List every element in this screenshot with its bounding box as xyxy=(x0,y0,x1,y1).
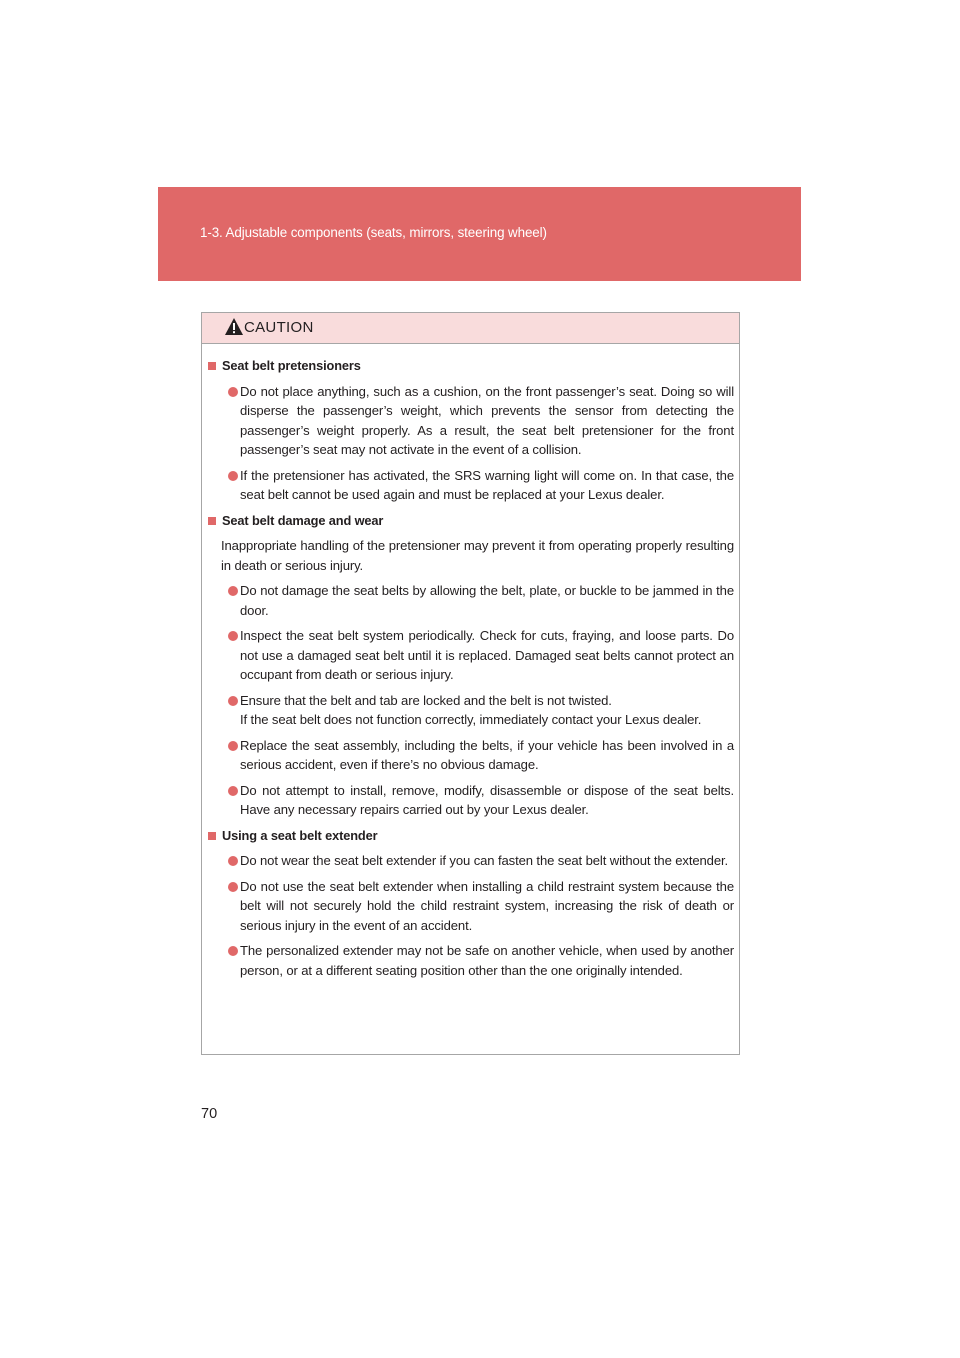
section-title: 1-3. Adjustable components (seats, mirrors, steering wheel) xyxy=(200,225,547,240)
square-bullet-icon xyxy=(208,517,216,525)
square-bullet-icon xyxy=(208,832,216,840)
list-item-text: Do not wear the seat belt extender if you can fasten the seat belt without the extender. xyxy=(240,853,729,868)
intro-paragraph: Inappropriate handling of the pretensioner may prevent it from operating properly resulting in death or serious injury. xyxy=(221,538,734,573)
round-bullet-icon xyxy=(228,387,238,397)
round-bullet-icon xyxy=(228,856,238,866)
round-bullet-icon xyxy=(228,696,238,706)
round-bullet-icon xyxy=(228,882,238,892)
list-item-text: Do not attempt to install, remove, modify, disassemble or dispose of the seat belts. Have any necessary repairs carried out by your Lexus dealer. xyxy=(240,782,734,817)
list-item xyxy=(208,851,734,871)
list-item-text: Inspect the seat belt system periodically. Check for cuts, fraying, and loose parts. Do not use a damaged seat belt until it is replaced. Damaged seat belts cannot protect an occupant from death or serious injury. xyxy=(240,628,734,682)
section-header-band xyxy=(158,187,801,281)
subheading-seat-belt-pretensioners xyxy=(208,356,734,376)
list-item xyxy=(208,466,734,505)
subheading-seat-belt-damage-and-wear xyxy=(208,511,734,531)
square-bullet-icon xyxy=(208,362,216,370)
list-item-text: Ensure that the belt and tab are locked and the belt is not twisted. xyxy=(240,692,612,708)
round-bullet-icon xyxy=(228,631,238,641)
caution-body xyxy=(202,344,739,980)
list-item xyxy=(208,736,734,775)
round-bullet-icon xyxy=(228,471,238,481)
list-item xyxy=(208,781,734,820)
subheading-text: Seat belt damage and wear xyxy=(222,512,384,528)
round-bullet-icon xyxy=(228,786,238,796)
page-number: 70 xyxy=(201,1106,218,1122)
list-item xyxy=(208,941,734,980)
list-item-text: Replace the seat assembly, including the belts, if your vehicle has been involved in a serious accident, even if there’s no obvious damage. xyxy=(240,737,734,772)
list-item xyxy=(208,626,734,685)
list-item-text: Do not place anything, such as a cushion, on the front passenger’s seat. Doing so will disperse the passenger’s weight, which prevents the sensor from detecting the passenger’s weight properly. As a result, the seat belt pretensioner for the front passenger’s seat may not activate in the event of a collision. xyxy=(240,383,734,457)
caution-title: CAUTION xyxy=(244,319,314,336)
subheading-text: Seat belt pretensioners xyxy=(222,358,361,373)
round-bullet-icon xyxy=(228,586,238,596)
round-bullet-icon xyxy=(228,741,238,751)
subheading-using-a-seat-belt-extender xyxy=(208,826,734,846)
list-item-text: Do not use the seat belt extender when installing a child restraint system because the belt will not securely hold the child restraint system, increasing the risk of death or serious injury in the event of an accident. xyxy=(240,878,734,933)
list-item xyxy=(208,691,734,730)
list-item-text: If the pretensioner has activated, the SRS warning light will come on. In that case, the seat belt cannot be used again and must be replaced at your Lexus dealer. xyxy=(240,467,734,502)
list-item xyxy=(208,877,734,936)
list-item xyxy=(208,382,734,460)
caution-header xyxy=(202,313,739,344)
list-item-text: Do not damage the seat belts by allowing the belt, plate, or buckle to be jammed in the door. xyxy=(240,583,734,618)
list-item xyxy=(208,581,734,620)
round-bullet-icon xyxy=(228,946,238,956)
warning-triangle-icon xyxy=(224,317,244,336)
subheading-text: Using a seat belt extender xyxy=(222,827,378,843)
list-item-extra-text: If the seat belt does not function correctly, immediately contact your Lexus dealer. xyxy=(240,712,702,727)
caution-box xyxy=(201,312,740,1055)
list-item-text: The personalized extender may not be safe on another vehicle, when used by another person, or at a different seating position other than the one originally intended. xyxy=(240,943,734,978)
